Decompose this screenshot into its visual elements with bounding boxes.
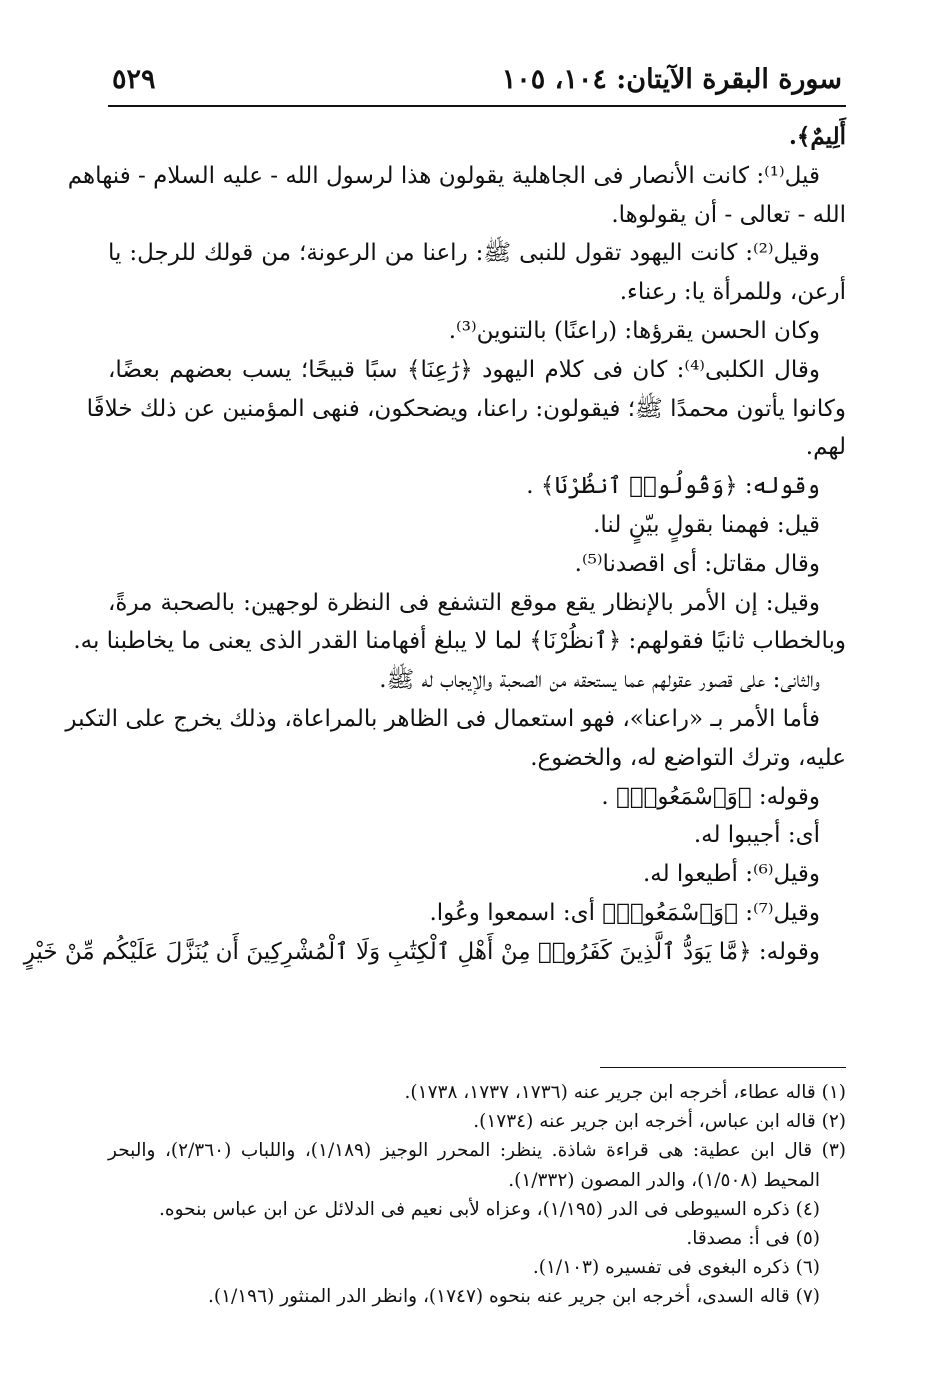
body-line: وقيل⁽⁷⁾: ﴿وَٱسْمَعُوا۟﴾ أى: اسمعوا وعُوا. (429, 899, 820, 926)
body-line: فأما الأمر بـ «راعنا»، فهو استعمال فى الظاهر بالمراعاة، وذلك يخرج على التكبر (65, 705, 820, 732)
body-line: وقيل⁽⁶⁾: أطيعوا له. (642, 861, 820, 888)
body-line: قيل⁽¹⁾: كانت الأنصار فى الجاهلية يقولون هذا لرسول الله - عليه السلام - فنهاهم (67, 162, 820, 189)
body-line: وقوله: ﴿مَّا يَوَدُّ ٱلَّذِينَ كَفَرُوا۟ مِنْ أَهْلِ ٱلْكِتَٰبِ وَلَا ٱلْمُشْرِكِينَ أَن يُنَزَّلَ عَلَيْكُم مِّنْ خَيْرٍ (23, 938, 820, 965)
surah-heading: سورة البقرة الآيتان: ١٠٤، ١٠٥ (501, 64, 842, 95)
body-line: وقوله: ﴿وَٱسْمَعُوا۟﴾ . (601, 783, 820, 810)
footnote-item: (٧) قاله السدى، أخرجه ابن جرير عنه بنحوه (١٧٤٧)، وانظر الدر المنثور (١/١٩٦). (207, 1286, 820, 1308)
footnote-item: (١) قاله عطاء، أخرجه ابن جرير عنه (١٧٣٦، ١٧٣٧، ١٧٣٨). (404, 1082, 846, 1103)
body-line: لهم. (805, 434, 846, 461)
body-line: والثانى: على قصور عقولهم عما يستحقه من الصحبة والإيجاب له ﷺ. (379, 667, 820, 694)
body-line: وبالخطاب ثانيًا فقولهم: ﴿ٱنظُرْنَا﴾ لما لا يبلغ أفهامنا القدر الذى يعنى ما يخاطبنا به. (73, 628, 846, 655)
header-divider (108, 105, 846, 107)
footnote-item: (٥) فى أ: مصدقا. (686, 1228, 820, 1250)
body-line: الله - تعالى - أن يقولوها. (611, 201, 846, 228)
body-line: وكان الحسن يقرؤها: (راعنًا) بالتنوين⁽³⁾. (448, 317, 820, 344)
footnote-item: (٢) قاله ابن عباس، أخرجه ابن جرير عنه (١٧٣٤). (473, 1111, 846, 1133)
body-line: وقال مقاتل: أى اقصدنا⁽⁵⁾. (574, 550, 820, 577)
footnote-item: (٤) ذكره السيوطى فى الدر (١/١٩٥)، وعزاه لأبى نعيم فى الدلائل عن ابن عباس بنحوه. (159, 1198, 820, 1220)
footnotes (108, 1078, 846, 1312)
footnote-continuation: المحيط (١/٥٠٨)، والدر المصون (١/٣٣٢). (508, 1169, 820, 1191)
body-line: قيل: فهمنا بقولٍ بيّنٍ لنا. (593, 511, 820, 538)
body-text (23, 118, 846, 972)
footnote-item: (٣) قال ابن عطية: هى قراءة شاذة. ينظر: المحرر الوجيز (١/١٨٩)، واللباب (٢/٣٦٠)، والبحر (108, 1140, 847, 1162)
running-header (112, 58, 842, 102)
body-line: وقيل: إن الأمر بالإنظار يقع موقع التشفع فى النظرة لوجهين: بالصحبة مرةً، (108, 589, 820, 616)
body-line: أَلِيمٌ﴾. (788, 123, 846, 150)
body-line: وقوله: ﴿وَقُولُوا۟ ٱنظُرْنَا﴾ . (526, 473, 820, 500)
body-line: وقال الكلبى⁽⁴⁾: كان فى كلام اليهود ﴿رَٰعِنَا﴾ سبًا قبيحًا؛ يسب بعضهم بعضًا، (108, 356, 820, 383)
body-line: أرعن، وللمرأة يا: رعناء. (619, 279, 846, 306)
body-line: عليه، وترك التواضع له، والخضوع. (530, 744, 846, 771)
footnote-item: (٦) ذكره البغوى فى تفسيره (١/١٠٣). (532, 1257, 820, 1279)
body-line: وكانوا يأتون محمدًا ﷺ؛ فيقولون: راعنا، ويضحكون، فنهى المؤمنين عن ذلك خلافًا (86, 395, 846, 422)
body-line: وقيل⁽²⁾: كانت اليهود تقول للنبى ﷺ: راعنا من الرعونة؛ من قولك للرجل: يا (108, 240, 820, 267)
footnote-divider (600, 1067, 846, 1068)
body-line: أى: أجيبوا له. (693, 822, 820, 849)
page-number: ٥٢٩ (112, 64, 156, 95)
